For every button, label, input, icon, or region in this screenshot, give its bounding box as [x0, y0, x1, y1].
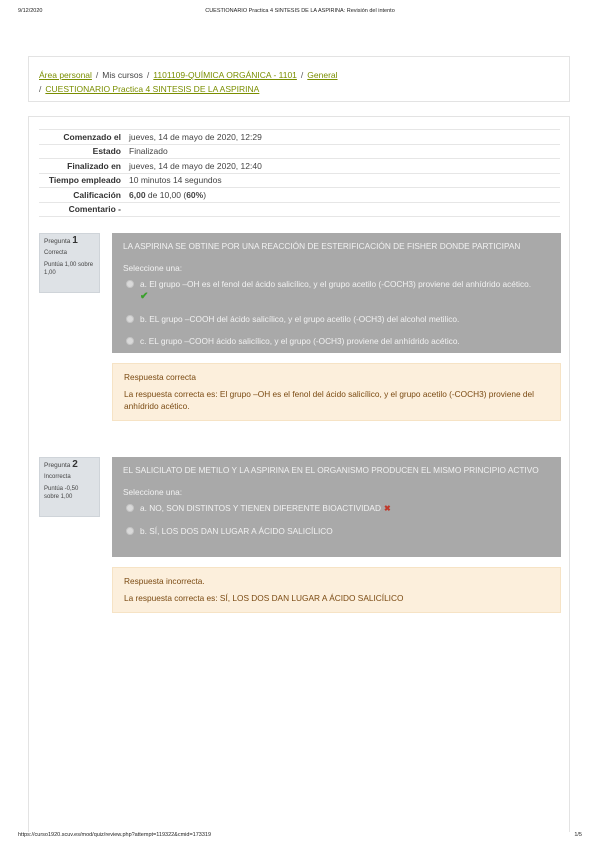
- review-content: [28, 116, 570, 832]
- answer-label: c. EL grupo –COOH ácido salicílico, y el grupo (-OCH3) proviene del anhídrido acético.: [140, 336, 460, 346]
- summary-label: Calificación: [73, 189, 121, 200]
- print-date: 9/12/2020: [18, 8, 43, 14]
- grade-of: de 10,00 (: [147, 189, 187, 200]
- table-row: [39, 144, 560, 159]
- breadcrumb-separator: /: [95, 70, 99, 80]
- check-icon: ✔: [140, 291, 149, 302]
- answer-label: a. El grupo –OH es el fenol del ácido salicílico, y el grupo acetilo (-COCH3) proviene del anhídrido acético.: [140, 279, 532, 289]
- question-prompt: Seleccione una:: [123, 487, 183, 497]
- summary-value: Finalizado: [129, 146, 168, 157]
- breadcrumb-separator: /: [146, 70, 150, 80]
- summary-value: 10 minutos 14 segundos: [129, 175, 222, 186]
- question-number: 1: [72, 235, 78, 246]
- question-2-info: [39, 457, 100, 517]
- answer-option[interactable]: [123, 335, 550, 347]
- question-prompt: Seleccione una:: [123, 263, 183, 273]
- summary-label: Estado: [92, 146, 121, 157]
- summary-value: [128, 202, 560, 217]
- breadcrumb-course[interactable]: 1101109-QUÍMICA ORGÁNICA - 1101: [153, 70, 297, 80]
- question-2-feedback: [112, 567, 561, 613]
- table-row: [39, 202, 560, 217]
- table-row: [39, 188, 560, 203]
- breadcrumb-quiz[interactable]: CUESTIONARIO Practica 4 SINTESIS DE LA ASPIRINA: [45, 84, 260, 94]
- breadcrumb-separator: /: [39, 84, 42, 94]
- breadcrumb-separator: /: [300, 70, 304, 80]
- question-label: Pregunta: [44, 462, 71, 469]
- table-row: [39, 173, 560, 188]
- feedback-text: La respuesta correcta es: SÍ, LOS DOS DAN LUGAR A ÁCIDO SALICÍLICO: [124, 593, 404, 603]
- feedback-title: Respuesta correcta: [124, 372, 196, 382]
- attempt-summary-table: [39, 129, 560, 217]
- radio-button[interactable]: [126, 315, 134, 323]
- radio-button[interactable]: [126, 280, 134, 288]
- question-1-feedback: [112, 363, 561, 421]
- question-text: EL SALICILATO DE METILO Y LA ASPIRINA EN EL ORGANISMO PRODUCEN EL MISMO PRINCIPIO ACTIVO: [123, 465, 539, 475]
- radio-button[interactable]: [126, 527, 134, 535]
- answer-option[interactable]: [123, 278, 550, 303]
- radio-button[interactable]: [126, 337, 134, 345]
- question-state: Correcta: [44, 250, 68, 256]
- answer-label: b. SÍ, LOS DOS DAN LUGAR A ÁCIDO SALICÍLICO: [140, 526, 333, 536]
- feedback-title: Respuesta incorrecta.: [124, 576, 205, 586]
- summary-value: jueves, 14 de mayo de 2020, 12:40: [129, 160, 262, 171]
- print-title: CUESTIONARIO Practica 4 SINTESIS DE LA ASPIRINA: Revisión del intento: [205, 8, 395, 14]
- grade-percent: 60%: [186, 189, 204, 200]
- breadcrumb-general[interactable]: General: [307, 70, 338, 80]
- print-url: https://curso1920.scuv.es/mod/quiz/review.php?attempt=119322&cmid=173319: [18, 832, 212, 838]
- answer-option[interactable]: [123, 313, 550, 325]
- answer-label: a. NO, SON DISTINTOS Y TIENEN DIFERENTE BIOACTIVIDAD: [140, 503, 381, 513]
- question-label: Pregunta: [44, 238, 71, 245]
- feedback-text: La respuesta correcta es: El grupo –OH es el fenol del ácido salicílico, y el grupo acetilo (-COCH3) proviene del anhídrido acético.: [124, 389, 534, 411]
- summary-label: Comentario -: [68, 204, 121, 215]
- breadcrumb: [28, 56, 570, 102]
- answer-option[interactable]: [123, 502, 550, 515]
- breadcrumb-area-personal[interactable]: Área personal: [39, 70, 92, 80]
- summary-label: Finalizado en: [67, 160, 121, 171]
- question-1-content: [112, 233, 561, 353]
- table-row: [39, 159, 560, 174]
- table-row: [39, 130, 560, 145]
- print-page-number: 1/5: [574, 832, 582, 838]
- summary-label: Comenzado el: [63, 131, 121, 142]
- answer-label: b. EL grupo –COOH del ácido salicílico, y el grupo acetilo (-OCH3) del alcohol metilico.: [140, 314, 460, 324]
- question-text: LA ASPIRINA SE OBTINE POR UNA REACCIÓN DE ESTERIFICACIÓN DE FISHER DONDE PARTICIPAN: [123, 241, 521, 251]
- grade-score: 6,00: [129, 189, 146, 200]
- summary-value: jueves, 14 de mayo de 2020, 12:29: [129, 131, 262, 142]
- question-state: Incorrecta: [44, 474, 71, 480]
- question-grade: Puntúa -0,50 sobre 1,00: [44, 486, 79, 500]
- question-grade: Puntúa 1,00 sobre 1,00: [44, 262, 94, 276]
- question-2-content: [112, 457, 561, 557]
- radio-button[interactable]: [126, 504, 134, 512]
- question-1-info: [39, 233, 100, 293]
- answer-option[interactable]: [123, 525, 550, 537]
- cross-icon: ✖: [383, 504, 391, 513]
- question-number: 2: [72, 459, 78, 470]
- grade-close: ): [203, 189, 207, 200]
- summary-value: [128, 188, 560, 203]
- breadcrumb-mis-cursos: Mis cursos: [102, 70, 143, 80]
- summary-label: Tiempo empleado: [48, 175, 121, 186]
